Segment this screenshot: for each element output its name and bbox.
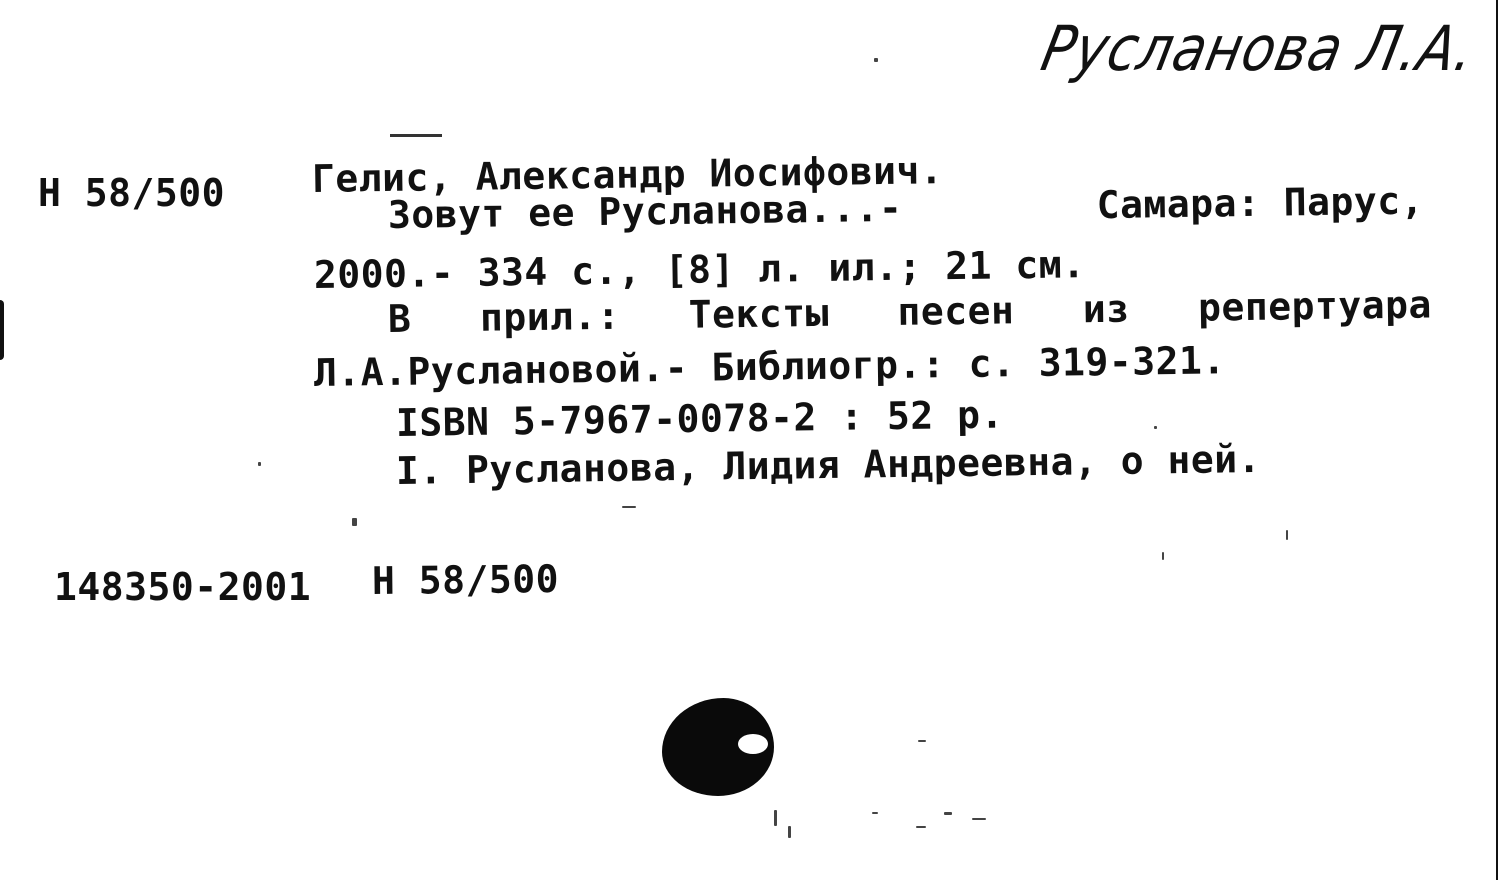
inventory-number: 148350-2001 (54, 565, 312, 609)
card-punch-hole (662, 698, 774, 796)
speck (1154, 426, 1157, 429)
speck (872, 812, 878, 814)
speck (972, 818, 986, 820)
publisher-text: Самара: Парус, (1096, 178, 1425, 228)
pencil-dash-mark (390, 134, 442, 137)
note-word: прил.: (479, 293, 621, 340)
speck (874, 58, 878, 62)
speck (788, 826, 791, 838)
note-word: В (387, 296, 412, 341)
speck (944, 812, 952, 815)
note-line-2: Л.А.Руслановой.- Библиогр.: с. 319-321. (313, 338, 1226, 395)
title-text: Зовут ее Русланова...- (387, 185, 903, 237)
note-word: репертуара (1197, 282, 1433, 330)
subject-line: I. Русланова, Лидия Андреевна, о ней. (395, 436, 1262, 493)
speck (916, 826, 926, 828)
isbn-line: ISBN 5-7967-0078-2 : 52 р. (395, 392, 1005, 445)
handwritten-author-note: Русланова Л.А. (1035, 12, 1482, 85)
speck (622, 506, 636, 508)
shelfmark-top: Н 58/500 (38, 171, 226, 215)
author-heading: Гелис, Александр Иосифович. (311, 148, 944, 201)
note-word: из (1082, 286, 1130, 332)
card-edge-mark (0, 300, 4, 360)
shelfmark-bottom: Н 58/500 (371, 557, 560, 603)
speck (1286, 530, 1288, 540)
speck (774, 810, 777, 826)
speck (352, 518, 357, 526)
speck (1162, 552, 1164, 560)
imprint-line: 2000.- 334 с., [8] л. ил.; 21 см. (313, 242, 1086, 297)
note-word: Тексты (688, 290, 830, 337)
speck (918, 740, 926, 742)
note-word: песен (897, 288, 1015, 334)
speck (258, 462, 261, 466)
